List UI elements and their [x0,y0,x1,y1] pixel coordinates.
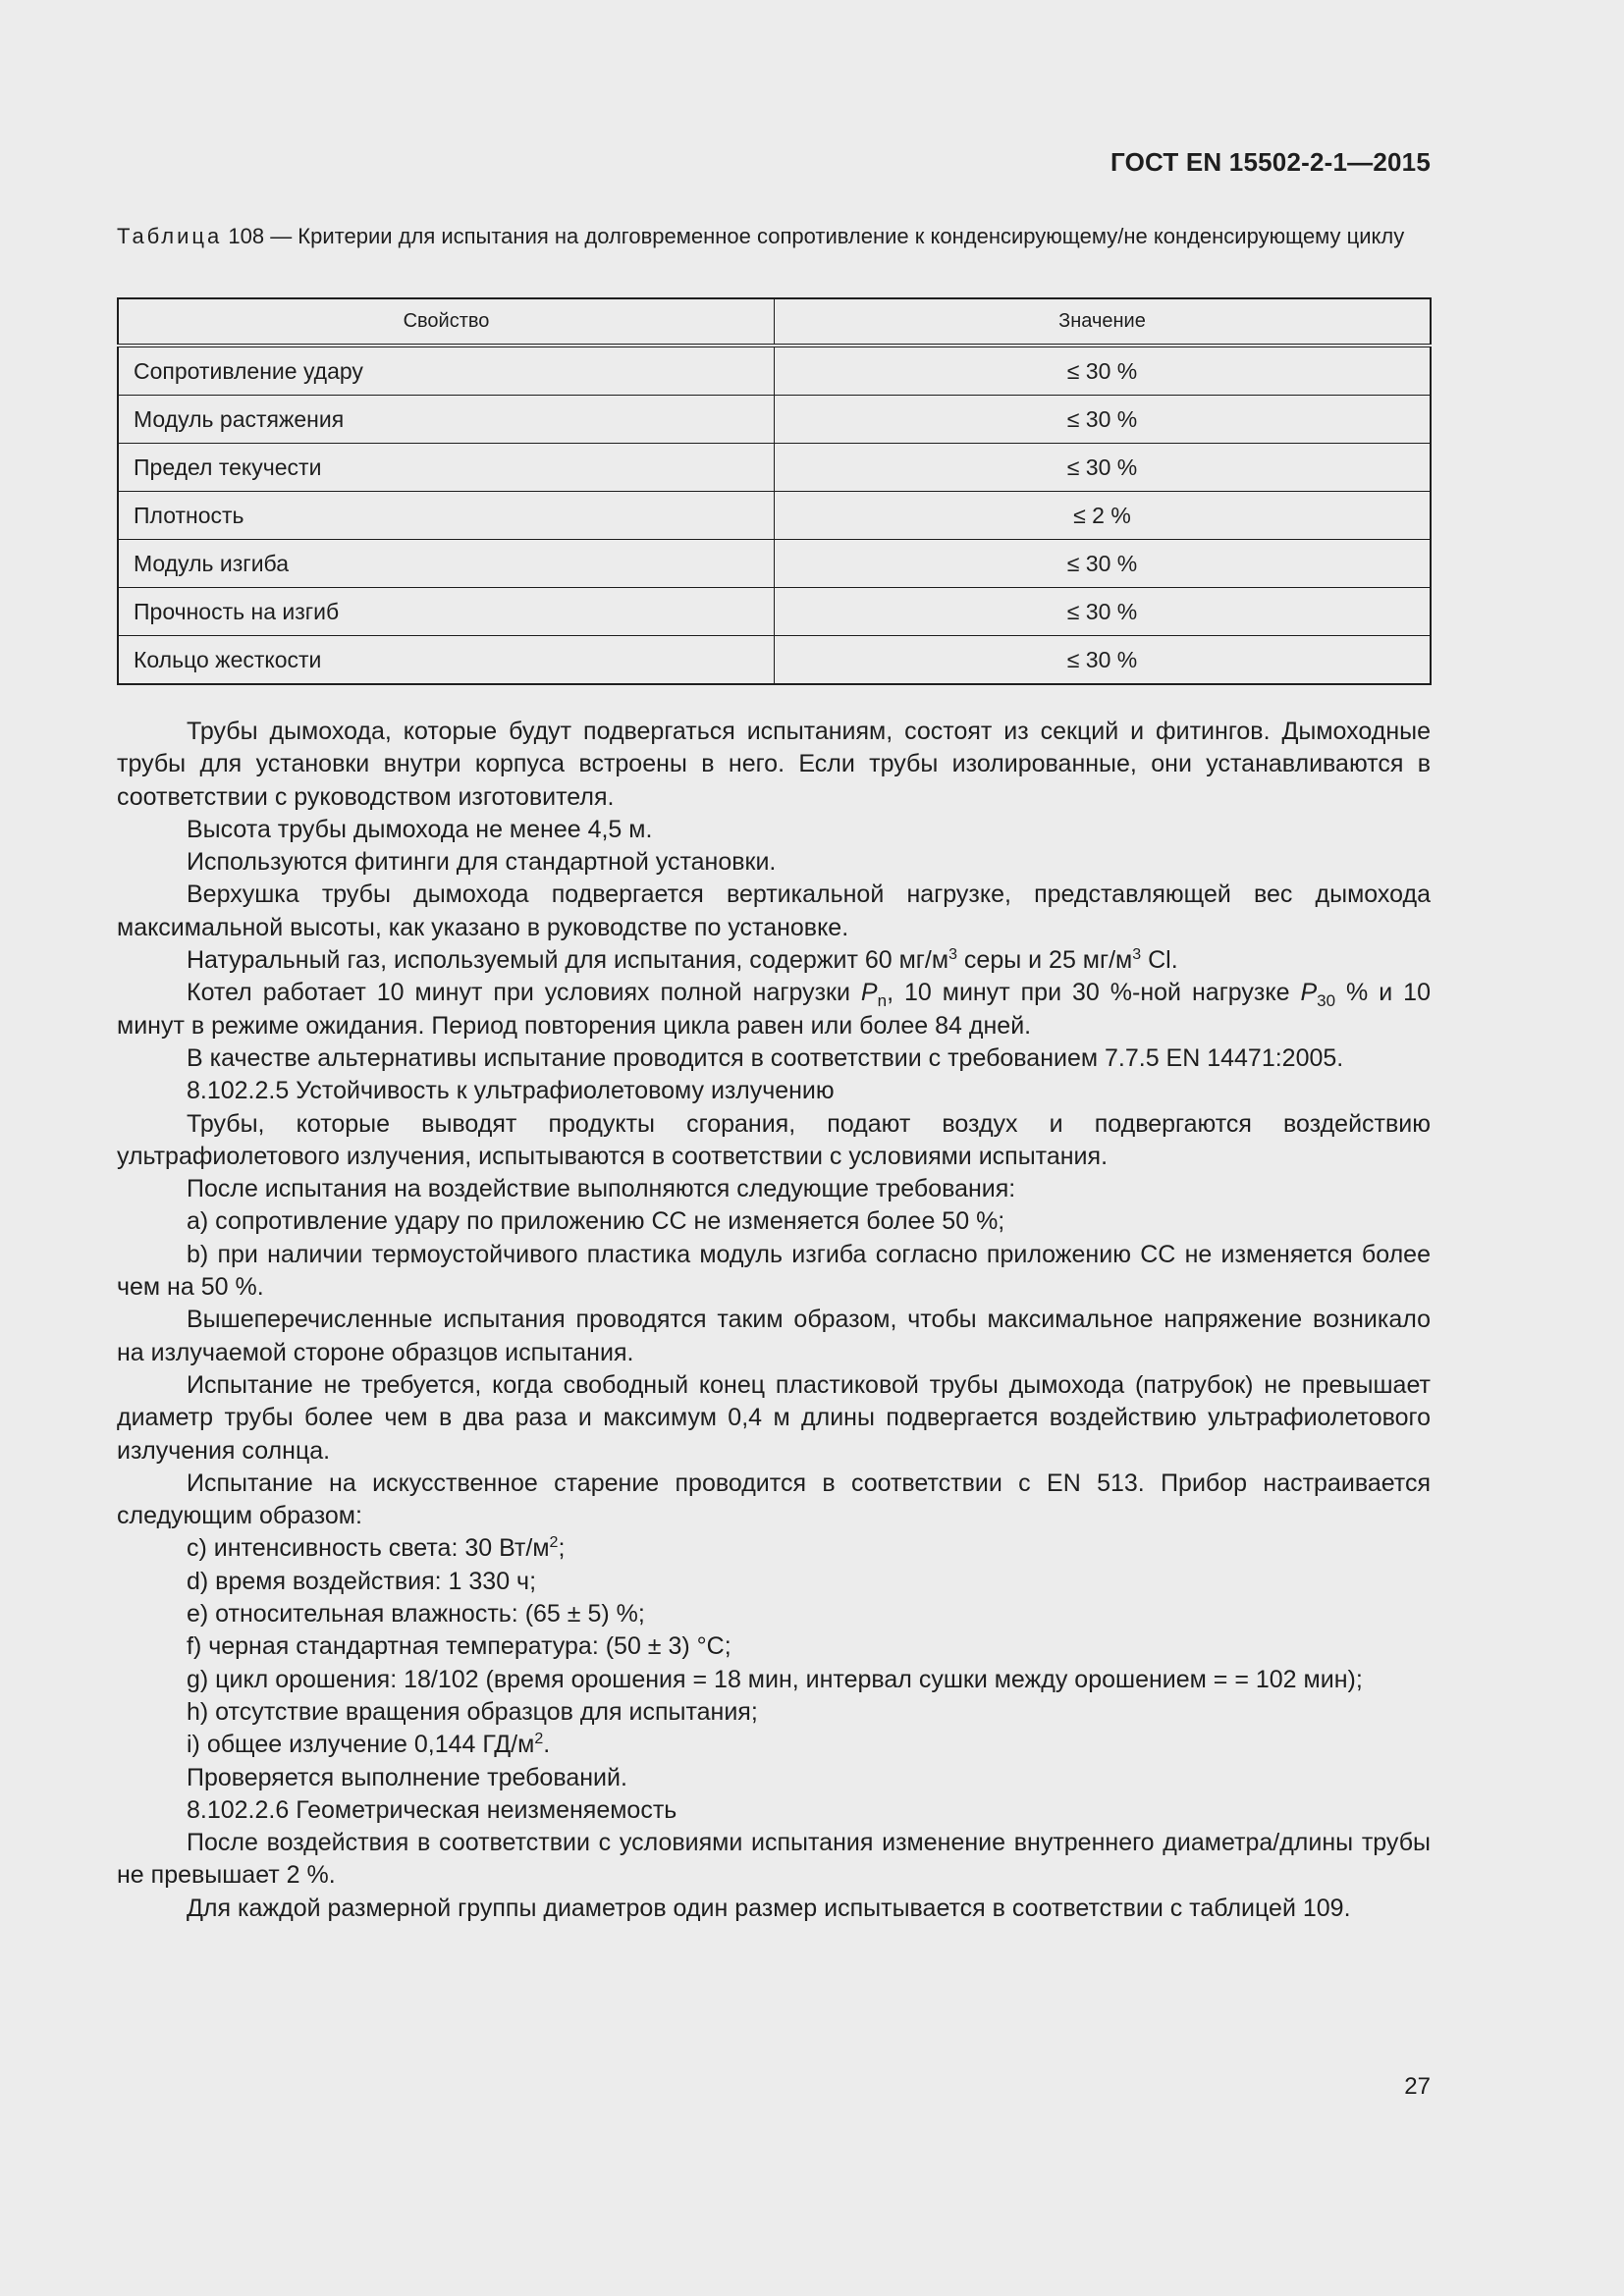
table-row [118,636,1431,685]
paragraph: Трубы дымохода, которые будут подвергаться испытаниям, состоят из секций и фитингов. Дымоходные трубы для установки внутри корпуса встроены в него. Если трубы изолированные, они устанавливаются в соответствии с руководством изготовителя. [117,718,1431,811]
column-header-property: Свойство [118,298,775,346]
paragraph: Вышеперечисленные испытания проводятся таким образом, чтобы максимальное напряжение возникало на излучаемой стороне образцов испытания. [117,1306,1431,1366]
row-value: ≤ 30 % [775,636,1432,685]
row-value: ≤ 30 % [775,540,1432,588]
list-item: g) цикл орошения: 18/102 (время орошения = 18 мин, интервал сушки между орошением = = 102 мин); [187,1665,1363,1693]
text-run: c) интенсивность света: 30 Вт/м [187,1534,550,1563]
page-number: 27 [1404,2073,1431,2100]
superscript: 3 [948,946,957,964]
row-property: Сопротивление удару [118,346,775,396]
row-property: Прочность на изгиб [118,588,775,636]
table-row [118,396,1431,444]
paragraph: После испытания на воздействие выполняются следующие требования: [187,1175,1016,1203]
paragraph: После воздействия в соответствии с условиями испытания изменение внутреннего диаметра/длины трубы не превышает 2 %. [117,1829,1431,1890]
list-item [117,1729,1431,1761]
row-value: ≤ 30 % [775,588,1432,636]
paragraph: Используются фитинги для стандартной установки. [187,848,777,877]
row-value: ≤ 2 % [775,492,1432,540]
table-row [118,444,1431,492]
table-row [118,540,1431,588]
row-property: Кольцо жесткости [118,636,775,685]
text-run: i) общее излучение 0,144 ГД/м [187,1731,535,1759]
table-row [118,492,1431,540]
section-heading: 8.102.2.6 Геометрическая неизменяемость [187,1795,677,1824]
row-value: ≤ 30 % [775,396,1432,444]
row-property: Плотность [118,492,775,540]
table-row [118,346,1431,396]
text-run: ; [558,1534,566,1563]
paragraph: В качестве альтернативы испытание проводится в соответствии с требованием 7.7.5 EN 14471:2005. [187,1043,1344,1072]
variable: P [860,979,878,1007]
table-caption [117,222,1431,251]
subscript: n [877,991,888,1011]
column-header-value: Значение [775,298,1432,346]
section-heading: 8.102.2.5 Устойчивость к ультрафиолетовому излучению [187,1077,835,1105]
paragraph: Испытание не требуется, когда свободный конец пластиковой трубы дымохода (патрубок) не превышает диаметр трубы более чем в два раза и максимум 0,4 м длины подвергается воздействию ультрафиолетового излучения солнца. [117,1370,1431,1465]
list-item [117,1532,1431,1565]
row-property: Модуль растяжения [118,396,775,444]
paragraph [117,977,1431,1042]
list-item: f) черная стандартная температура: (50 ± 3) °C; [187,1632,731,1661]
row-value: ≤ 30 % [775,444,1432,492]
row-value: ≤ 30 % [775,346,1432,396]
list-item: a) сопротивление удару по приложению CC не изменяется более 50 %; [187,1207,1005,1236]
text-run: Cl. [1141,946,1178,975]
criteria-table [117,297,1432,685]
table-header-row [118,298,1431,346]
table-caption-text: 108 — Критерии для испытания на долговременное сопротивление к конденсирующему/не конденсирующему циклу [222,224,1405,248]
superscript: 3 [1132,946,1142,964]
superscript: 2 [534,1731,544,1748]
document-standard-id: ГОСТ EN 15502-2-1—2015 [1110,147,1431,177]
paragraph: Проверяется выполнение требований. [187,1763,627,1791]
subscript: 30 [1317,991,1336,1011]
list-item: h) отсутствие вращения образцов для испытания; [187,1697,758,1726]
paragraph: Трубы, которые выводят продукты сгорания, подают воздух и подвергаются воздействию ультрафиолетового излучения, испытываются в соответствии с условиями испытания. [117,1109,1431,1170]
list-item: e) относительная влажность: (65 ± 5) %; [187,1600,645,1629]
list-item: b) при наличии термоустойчивого пластика модуль изгиба согласно приложению CC не изменяется более чем на 50 %. [117,1240,1431,1302]
list-item: d) время воздействия: 1 330 ч; [187,1567,537,1595]
paragraph: Верхушка трубы дымохода подвергается вертикальной нагрузке, представляющей вес дымохода максимальной высоты, как указано в руководстве по установке. [117,881,1431,941]
superscript: 2 [549,1534,559,1552]
table-row [118,588,1431,636]
text-run: , 10 минут при 30 %-ной нагрузке [887,979,1301,1007]
text-run: % и 10 минут в режиме ожидания. Период повторения цикла равен или более 84 дней. [117,979,1431,1040]
text-run: Котел работает 10 минут при условиях полной нагрузки [187,979,861,1007]
body-text [117,716,1431,1925]
table-caption-label: Таблица [117,224,223,248]
paragraph [117,944,1431,977]
paragraph: Высота трубы дымохода не менее 4,5 м. [187,815,653,843]
text-run: серы и 25 мг/м [956,946,1133,975]
row-property: Модуль изгиба [118,540,775,588]
text-run: Натуральный газ, используемый для испытания, содержит 60 мг/м [187,946,949,975]
row-property: Предел текучести [118,444,775,492]
paragraph: Для каждой размерной группы диаметров один размер испытывается в соответствии с таблицей 109. [187,1894,1351,1922]
text-run: . [543,1731,551,1759]
paragraph: Испытание на искусственное старение проводится в соответствии с EN 513. Прибор настраивается следующим образом: [117,1468,1431,1530]
variable: P [1300,979,1318,1007]
